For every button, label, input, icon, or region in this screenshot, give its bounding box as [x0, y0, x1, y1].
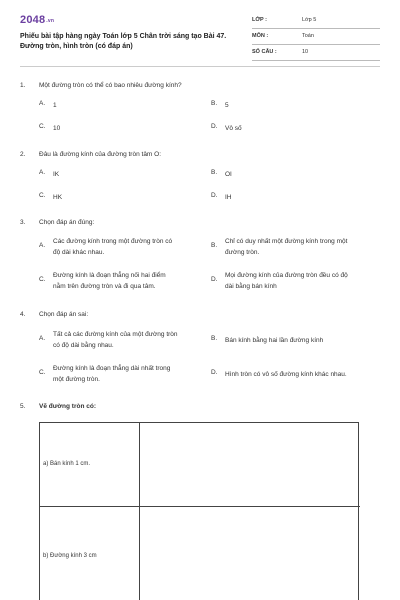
option-text: Bán kính bằng hai lần đường kính	[225, 337, 324, 344]
option-text: Đường kính là đoạn thẳng dài nhất trong	[53, 365, 171, 372]
option-text: IK	[53, 171, 60, 178]
option-text: Tất cả các đường kính của một đường tròn	[53, 331, 178, 338]
option-d[interactable]	[211, 270, 386, 294]
option-text: Các đường kính trong một đường tròn có	[53, 238, 173, 245]
info-row-question-count	[252, 46, 380, 61]
info-label: SỐ CÂU :	[252, 49, 277, 55]
option-letter: A.	[39, 169, 46, 176]
option-c[interactable]	[39, 363, 214, 387]
info-value: Lớp 5	[302, 17, 317, 23]
option-text: dài bằng bán kính	[225, 283, 277, 290]
question-number: 1.	[20, 82, 26, 89]
header-divider	[20, 66, 380, 67]
option-text: nằm trên đường tròn và đi qua tâm.	[53, 283, 156, 290]
option-letter: C.	[39, 369, 46, 376]
option-letter: C.	[39, 276, 46, 283]
option-letter: D.	[211, 192, 218, 199]
option-a[interactable]	[39, 329, 214, 353]
option-letter: A.	[39, 242, 46, 249]
question-number: 5.	[20, 403, 26, 410]
option-text: 5	[225, 102, 229, 109]
row-label: a) Bán kính 1 cm.	[43, 461, 91, 467]
option-letter: B.	[211, 335, 218, 342]
question-number: 3.	[20, 219, 26, 226]
site-logo[interactable]	[20, 14, 54, 26]
question-3	[20, 219, 380, 299]
option-text: 1	[53, 102, 57, 109]
option-c[interactable]	[39, 270, 214, 294]
drawing-area[interactable]	[140, 507, 360, 600]
option-text: HK	[53, 194, 63, 201]
option-text: đường tròn.	[225, 249, 260, 256]
row-label-cell	[40, 507, 140, 600]
option-letter: B.	[211, 169, 218, 176]
info-row-subject	[252, 30, 380, 45]
info-value: 10	[302, 49, 309, 55]
option-d[interactable]	[211, 363, 386, 387]
option-letter: A.	[39, 335, 46, 342]
question-text: Vẽ đường tròn có:	[39, 403, 96, 410]
option-text: OI	[225, 171, 232, 178]
logo-domain: .vn	[46, 18, 55, 24]
option-a[interactable]	[39, 236, 214, 260]
option-text: Chỉ có duy nhất một đường kính trong một	[225, 238, 348, 245]
question-number: 4.	[20, 311, 26, 318]
option-text: độ dài khác nhau.	[53, 249, 105, 256]
option-letter: C.	[39, 192, 46, 199]
info-row-class	[252, 14, 380, 29]
question-2	[20, 151, 380, 201]
question-4	[20, 311, 380, 391]
option-letter: D.	[211, 276, 218, 283]
document-title: Phiếu bài tập hàng ngày Toán lớp 5 Chân trời sáng tạo Bài 47. Đường tròn, hình tròn (có đáp án)	[20, 33, 227, 50]
option-letter: C.	[39, 123, 46, 130]
option-text: Hình tròn có vô số đường kính khác nhau.	[225, 371, 347, 378]
question-text: Chọn đáp án sai:	[39, 311, 89, 318]
option-letter: D.	[211, 369, 218, 376]
option-text: một đường tròn.	[53, 376, 100, 383]
option-text: Mọi đường kính của đường tròn đều có độ	[225, 272, 348, 279]
info-value: Toán	[302, 33, 314, 39]
question-5	[20, 403, 380, 415]
option-letter: B.	[211, 242, 218, 249]
logo-text: 2048	[20, 14, 46, 26]
info-label: MÔN :	[252, 33, 269, 39]
question-text: Một đường tròn có thể có bao nhiêu đường kính?	[39, 82, 182, 89]
info-label: LỚP :	[252, 17, 267, 23]
option-b[interactable]	[211, 236, 386, 260]
row-label-cell	[40, 423, 140, 507]
option-letter: B.	[211, 100, 218, 107]
question-number: 2.	[20, 151, 26, 158]
worksheet-header	[20, 14, 380, 64]
option-letter: D.	[211, 123, 218, 130]
option-text: Vô số	[225, 125, 242, 132]
row-label: b) Đường kính 3 cm	[43, 553, 97, 559]
option-text: 10	[53, 125, 61, 132]
option-text: IH	[225, 194, 232, 201]
question-text: Chọn đáp án đúng:	[39, 219, 95, 226]
drawing-area[interactable]	[140, 423, 360, 507]
drawing-table	[39, 422, 359, 600]
option-b[interactable]	[211, 329, 386, 353]
question-1	[20, 82, 380, 132]
option-text: Đường kính là đoạn thẳng nối hai điểm	[53, 272, 166, 279]
option-text: có độ dài bằng nhau.	[53, 342, 114, 349]
question-text: Đâu là đường kính của đường tròn tâm O:	[39, 151, 162, 158]
option-letter: A.	[39, 100, 46, 107]
info-box	[252, 14, 380, 62]
